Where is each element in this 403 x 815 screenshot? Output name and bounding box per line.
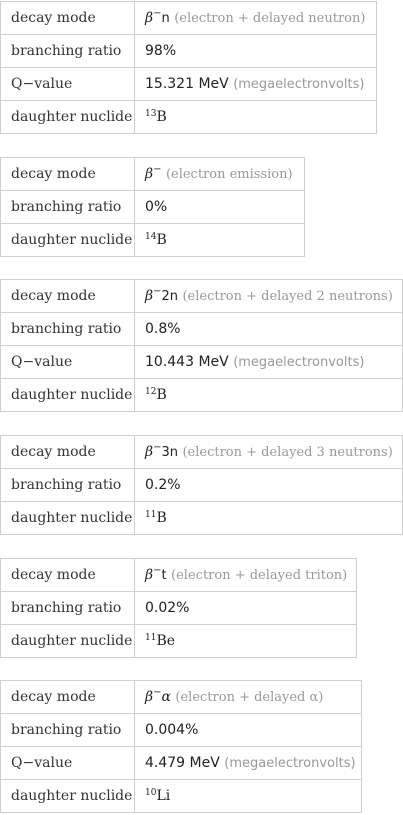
branching-ratio-value: 0.02% <box>135 592 357 625</box>
daughter-nuclide-row <box>1 780 362 813</box>
branching-ratio-row <box>1 313 403 346</box>
q-value-label: Q−value <box>1 747 135 780</box>
branching-ratio-row <box>1 469 403 502</box>
decay-mode-label: decay mode <box>1 280 135 313</box>
decay-mode-label: decay mode <box>1 436 135 469</box>
daughter-nuclide-row <box>1 625 357 658</box>
decay-mode-table-2 <box>0 157 305 257</box>
decay-mode-row <box>1 2 377 35</box>
branching-ratio-label: branching ratio <box>1 592 135 625</box>
daughter-nuclide-label: daughter nuclide <box>1 780 135 813</box>
decay-mode-value: β−α (electron + delayed α) <box>135 681 362 714</box>
branching-ratio-value: 0.004% <box>135 714 362 747</box>
branching-ratio-label: branching ratio <box>1 469 135 502</box>
decay-mode-label: decay mode <box>1 681 135 714</box>
daughter-nuclide-value: $^{14}$B <box>135 224 305 257</box>
branching-ratio-row <box>1 35 377 68</box>
daughter-nuclide-label: daughter nuclide <box>1 224 135 257</box>
daughter-nuclide-label: daughter nuclide <box>1 502 135 535</box>
q-value-label: Q−value <box>1 346 135 379</box>
decay-mode-row <box>1 158 305 191</box>
branching-ratio-label: branching ratio <box>1 191 135 224</box>
daughter-nuclide-row <box>1 502 403 535</box>
decay-mode-value: β−3n (electron + delayed 3 neutrons) <box>135 436 403 469</box>
q-value-row <box>1 346 403 379</box>
q-value-label: Q−value <box>1 68 135 101</box>
branching-ratio-label: branching ratio <box>1 35 135 68</box>
decay-mode-table-5 <box>0 558 357 658</box>
branching-ratio-label: branching ratio <box>1 313 135 346</box>
decay-mode-label: decay mode <box>1 559 135 592</box>
branching-ratio-value: 0.2% <box>135 469 403 502</box>
decay-mode-row <box>1 559 357 592</box>
daughter-nuclide-label: daughter nuclide <box>1 379 135 412</box>
decay-mode-label: decay mode <box>1 158 135 191</box>
daughter-nuclide-value: $^{12}$B <box>135 379 403 412</box>
decay-mode-row <box>1 280 403 313</box>
branching-ratio-value: 0.8% <box>135 313 403 346</box>
branching-ratio-value: 98% <box>135 35 377 68</box>
daughter-nuclide-value: $^{10}$Li <box>135 780 362 813</box>
daughter-nuclide-value: $^{11}$B <box>135 502 403 535</box>
daughter-nuclide-row <box>1 101 377 134</box>
decay-mode-row <box>1 436 403 469</box>
decay-mode-value: β− (electron emission) <box>135 158 305 191</box>
q-value-row <box>1 747 362 780</box>
daughter-nuclide-label: daughter nuclide <box>1 625 135 658</box>
branching-ratio-label: branching ratio <box>1 714 135 747</box>
decay-mode-table-1 <box>0 1 377 134</box>
q-value-value: 15.321 MeV (megaelectronvolts) <box>135 68 377 101</box>
q-value-value: 4.479 MeV (megaelectronvolts) <box>135 747 362 780</box>
branching-ratio-row <box>1 714 362 747</box>
decay-mode-value: β−2n (electron + delayed 2 neutrons) <box>135 280 403 313</box>
decay-mode-value: β−n (electron + delayed neutron) <box>135 2 377 35</box>
decay-mode-table-4 <box>0 435 403 535</box>
branching-ratio-row <box>1 191 305 224</box>
branching-ratio-value: 0% <box>135 191 305 224</box>
daughter-nuclide-row <box>1 379 403 412</box>
decay-mode-label: decay mode <box>1 2 135 35</box>
q-value-value: 10.443 MeV (megaelectronvolts) <box>135 346 403 379</box>
decay-mode-table-3 <box>0 279 403 412</box>
branching-ratio-row <box>1 592 357 625</box>
decay-mode-row <box>1 681 362 714</box>
daughter-nuclide-value: $^{13}$B <box>135 101 377 134</box>
daughter-nuclide-label: daughter nuclide <box>1 101 135 134</box>
decay-mode-value: β−t (electron + delayed triton) <box>135 559 357 592</box>
daughter-nuclide-value: $^{11}$Be <box>135 625 357 658</box>
decay-mode-table-6 <box>0 680 362 813</box>
daughter-nuclide-row <box>1 224 305 257</box>
q-value-row <box>1 68 377 101</box>
